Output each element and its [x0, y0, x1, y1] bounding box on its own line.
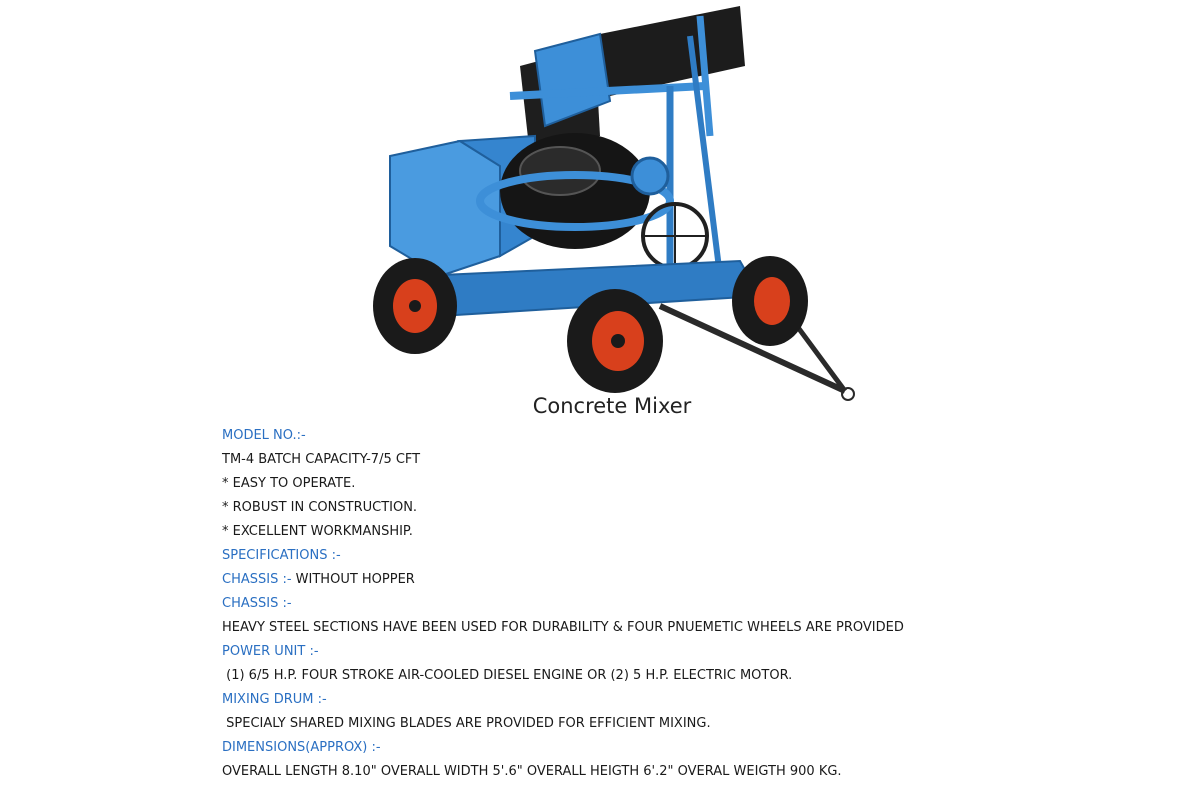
dimensions-label: DIMENSIONS(APPROX) :- [222, 740, 381, 755]
power-value: (1) 6/5 H.P. FOUR STROKE AIR-COOLED DIESEL ENGINE OR (2) 5 H.P. ELECTRIC MOTOR. [222, 668, 793, 683]
spec-list [222, 424, 1122, 784]
specifications-label: SPECIFICATIONS :- [222, 548, 341, 563]
feature-item: * EXCELLENT WORKMANSHIP. [222, 524, 413, 539]
model-value: TM-4 BATCH CAPACITY-7/5 CFT [222, 452, 421, 467]
drum-label: MIXING DRUM :- [222, 692, 327, 707]
chassis-row [222, 568, 1122, 592]
drum-value: SPECIALY SHARED MIXING BLADES ARE PROVIDED FOR EFFICIENT MIXING. [222, 716, 711, 731]
chassis-label: CHASSIS :- [222, 572, 292, 587]
dimensions-value: OVERALL LENGTH 8.10" OVERALL WIDTH 5'.6" OVERALL HEIGTH 6'.2" OVERAL WEIGTH 900 KG. [222, 764, 842, 779]
chassis2-label: CHASSIS :- [222, 596, 292, 611]
feature-item: * EASY TO OPERATE. [222, 476, 356, 491]
power-label: POWER UNIT :- [222, 644, 319, 659]
model-label: MODEL NO.:- [222, 428, 306, 443]
feature-item: * ROBUST IN CONSTRUCTION. [222, 500, 418, 515]
product-caption: Concrete Mixer [532, 394, 692, 418]
chassis2-value: HEAVY STEEL SECTIONS HAVE BEEN USED FOR DURABILITY & FOUR PNUEMETIC WHEELS ARE PROVIDED [222, 620, 904, 635]
concrete-mixer-image [360, 6, 860, 406]
chassis-value: WITHOUT HOPPER [291, 572, 415, 587]
